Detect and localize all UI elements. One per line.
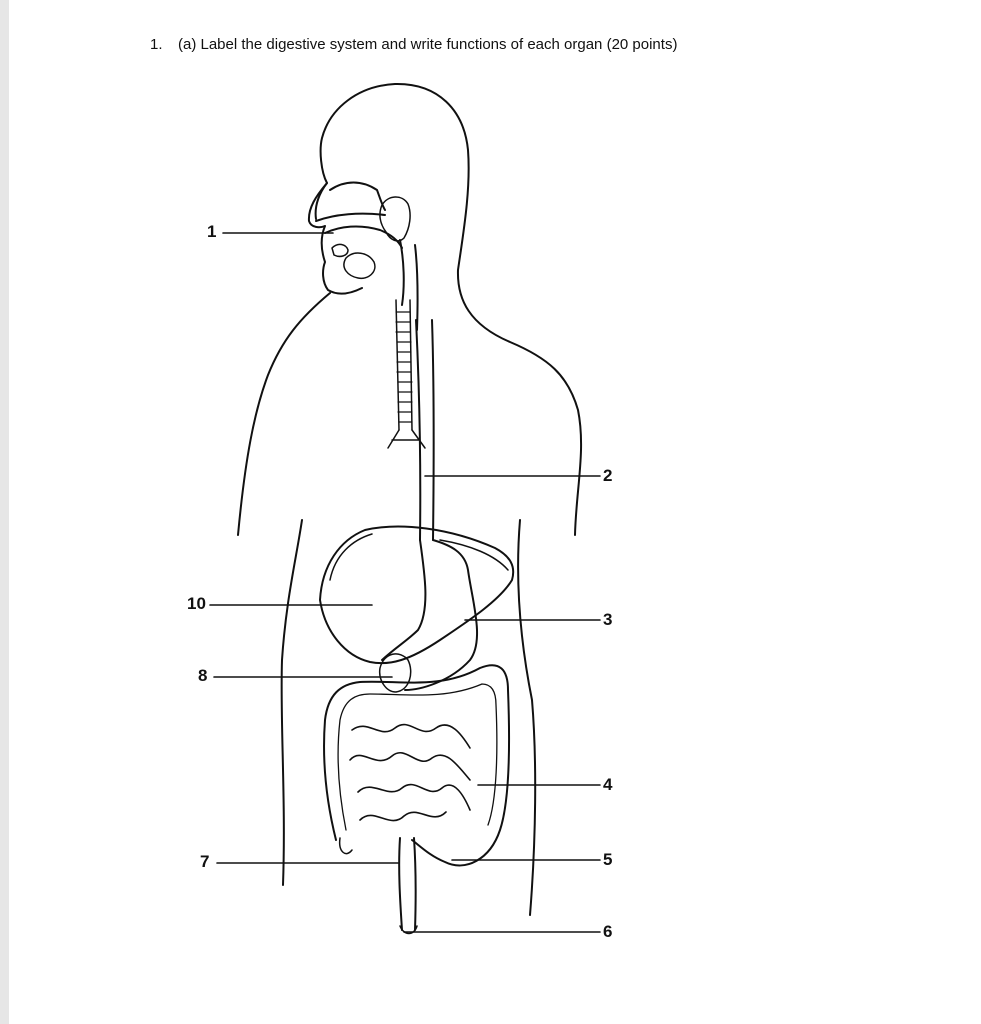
appendix [340, 838, 352, 854]
trachea [396, 300, 412, 430]
leader-lines [210, 233, 600, 932]
nasal-cavity [316, 183, 385, 222]
esophagus [416, 320, 434, 540]
pharynx [400, 240, 418, 330]
label-7: 7 [200, 852, 210, 871]
label-1: 1 [207, 222, 217, 241]
label-6: 6 [603, 922, 613, 941]
diaphragm [330, 534, 508, 580]
colon-inner-wall [338, 684, 497, 830]
stomach [382, 540, 477, 690]
torso-left-side [282, 520, 302, 885]
question-text: (a) Label the digestive system and write functions of each organ (20 points) [178, 36, 678, 53]
label-3: 3 [603, 610, 613, 629]
label-8: 8 [198, 666, 208, 685]
gallbladder [380, 654, 411, 692]
label-4: 4 [603, 775, 613, 794]
label-2: 2 [603, 466, 613, 485]
rectum [399, 838, 415, 930]
label-10: 10 [187, 594, 206, 613]
question-number: 1. [150, 36, 163, 53]
submandibular-gland [344, 253, 375, 278]
label-5: 5 [603, 850, 613, 869]
sublingual-gland [332, 244, 348, 256]
parotid-gland [380, 197, 410, 241]
small-intestine [350, 725, 470, 821]
torso-right-side [518, 520, 535, 915]
